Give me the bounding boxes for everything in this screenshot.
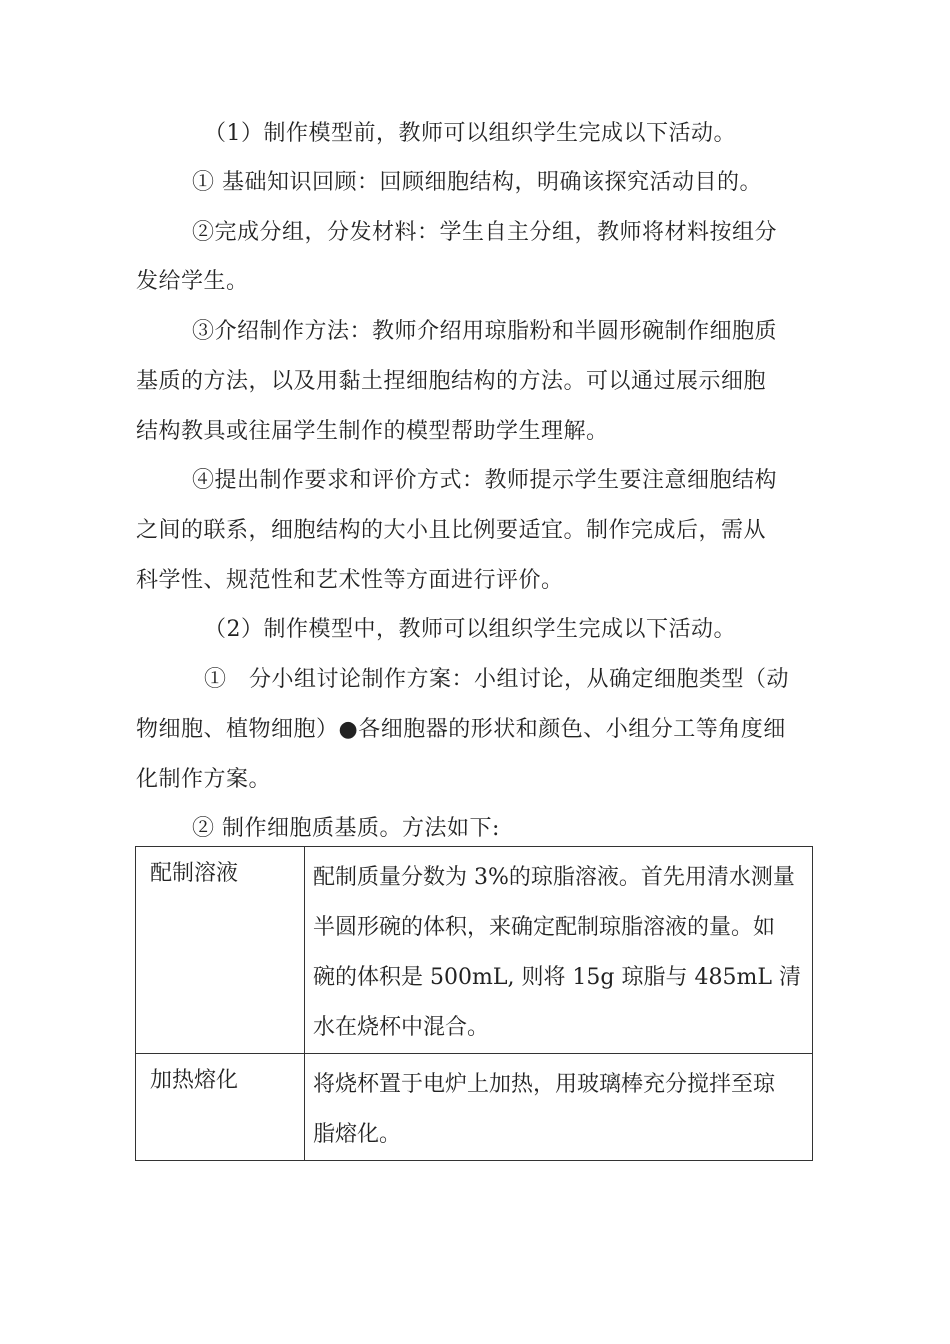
paragraph-8-item-2: ② 制作细胞质基质。方法如下: [192,816,500,841]
table-cell-line: 配制质量分数为 3%的琼脂溶液。首先用清水测量 [313,865,795,890]
paragraph-3-item-2-line-1: ②完成分组，分发材料：学生自主分组，教师将材料按组分 [192,220,778,245]
paragraph-5-item-4-line-1: ④提出制作要求和评价方式：教师提示学生要注意细胞结构 [192,468,778,493]
paragraph-7-item-1-line-1: ① 分小组讨论制作方案：小组讨论，从确定细胞类型（动 [204,667,790,692]
paragraph-7-item-1-line-2: 物细胞、植物细胞）●各细胞器的形状和颜色、小组分工等角度细 [136,717,786,742]
paragraph-4-item-3-line-1: ③介绍制作方法：教师介绍用琼脂粉和半圆形碗制作细胞质 [192,319,778,344]
table-cell-line: 水在烧杯中混合。 [313,1015,490,1040]
paragraph-5-item-4-line-2: 之间的联系，细胞结构的大小且比例要适宜。制作完成后，需从 [136,518,767,543]
table-cell-line: 将烧杯置于电炉上加热，用玻璃棒充分搅拌至琼 [313,1072,776,1097]
paragraph-6-heading: （2）制作模型中，教师可以组织学生完成以下活动。 [204,617,736,642]
table-row-content [305,847,813,1054]
paragraph-1-heading: （1）制作模型前，教师可以组织学生完成以下活动。 [204,121,736,146]
paragraph-4-item-3-line-2: 基质的方法，以及用黏土捏细胞结构的方法。可以通过展示细胞 [136,369,767,394]
table-row [136,1054,813,1161]
method-table [135,846,813,1161]
table-row-content [305,1054,813,1161]
table-cell-line: 半圆形碗的体积，来确定配制琼脂溶液的量。如 [313,915,776,940]
table-row-label: 配制溶液 [136,847,305,1054]
paragraph-5-item-4-line-3: 科学性、规范性和艺术性等方面进行评价。 [136,568,564,593]
paragraph-4-item-3-line-3: 结构教具或往届学生制作的模型帮助学生理解。 [136,419,609,444]
table-row-label: 加热熔化 [136,1054,305,1161]
paragraph-3-item-2-line-2: 发给学生。 [136,269,249,294]
table-row [136,847,813,1054]
paragraph-2-item-1: ① 基础知识回顾：回顾细胞结构，明确该探究活动目的。 [192,170,762,195]
paragraph-7-item-1-line-3: 化制作方案。 [136,767,272,792]
table-cell-line: 脂熔化。 [313,1122,402,1147]
table-cell-line: 碗的体积是 500mL, 则将 15g 琼脂与 485mL 清 [313,965,801,990]
